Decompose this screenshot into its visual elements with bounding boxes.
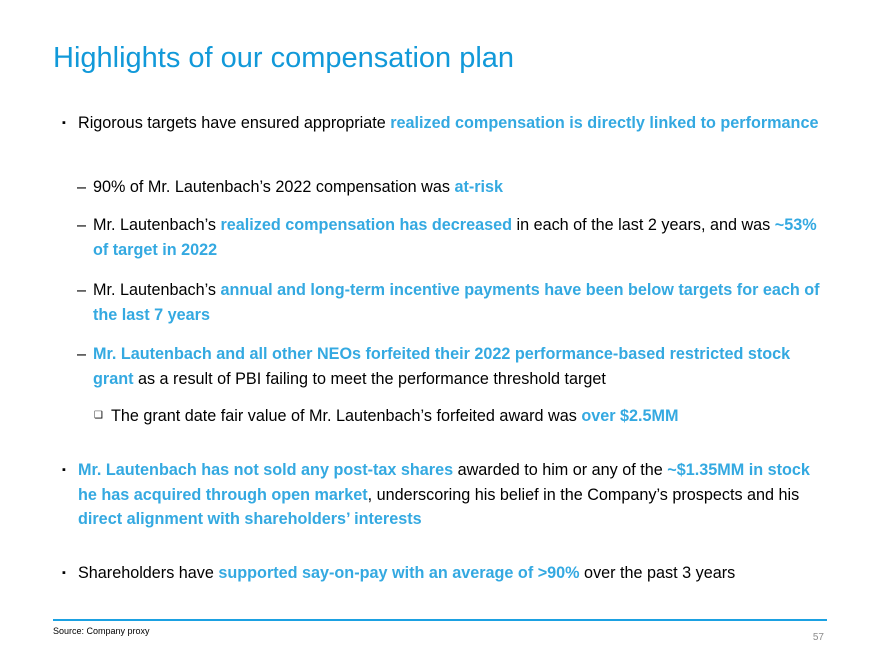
highlight-text: at-risk: [454, 178, 504, 196]
slide-title: Highlights of our compensation plan: [53, 42, 515, 74]
text-run: 90% of Mr. Lautenbach’s 2022 compensation was: [93, 178, 455, 196]
bullet-say-on-pay: [62, 561, 822, 586]
square-bullet-icon: ▪: [62, 464, 66, 476]
text-run: Mr. Lautenbach’s: [93, 281, 221, 299]
bullet-no-shares-sold: [62, 458, 822, 532]
text-run: The grant date fair value of Mr. Lautenbach’s forfeited award was: [111, 407, 582, 425]
footer-divider: [53, 619, 827, 621]
dash-marker: –: [77, 178, 87, 196]
dash-marker: –: [77, 216, 87, 234]
square-bullet-icon: ▪: [62, 567, 66, 579]
text-run: Mr. Lautenbach’s: [93, 216, 221, 234]
bullet-text: [78, 111, 822, 136]
text-run: , underscoring his belief in the Company’s prospects and his: [367, 485, 800, 504]
bullet-rigorous-targets: [62, 111, 822, 136]
text-run: Rigorous targets have ensured appropriate: [78, 114, 391, 132]
checkbox-bullet-icon: ❑: [94, 410, 103, 421]
text-run: in each of the last 2 years, and was: [511, 216, 775, 234]
source-note: Source: Company proxy: [53, 626, 150, 636]
square-bullet-icon: ▪: [62, 117, 66, 129]
highlight-text: annual and long-term incentive payments have been below targets for each of the last 7 years: [93, 281, 820, 324]
highlight-text: direct alignment with shareholders’ interests: [78, 510, 422, 528]
text-run: Shareholders have: [78, 564, 219, 582]
highlight-text: realized compensation has decreased: [220, 216, 512, 234]
text-run: awarded to him or any of the: [453, 461, 668, 479]
bullet-text: [78, 561, 822, 586]
highlight-text: over $2.5MM: [581, 407, 679, 425]
sub-bullet-text: [93, 278, 822, 327]
dash-marker: –: [77, 281, 87, 299]
bullet-text: [78, 458, 822, 532]
highlight-text: realized compensation is directly linked to performance: [390, 114, 819, 132]
dash-marker: –: [77, 345, 87, 363]
highlight-text: supported say-on-pay with an average of >90%: [218, 564, 580, 582]
sub-bullet-text: [93, 213, 822, 262]
page-number: 57: [812, 632, 824, 643]
highlight-text: Mr. Lautenbach and all other NEOs forfeited their 2022 performance-based restricted stock grant: [93, 345, 791, 388]
sub-bullet-text: [93, 175, 822, 200]
sub-sub-bullet-text: [111, 404, 822, 429]
highlight-text: ~53% of target in 2022: [93, 216, 817, 259]
sub-bullet-forfeited-grant: [77, 342, 822, 391]
sub-bullet-at-risk: [77, 175, 822, 200]
highlight-text: Mr. Lautenbach has not sold any post-tax shares: [78, 461, 454, 479]
highlight-text: ~$1.35MM in stock he has acquired through open market: [78, 461, 810, 504]
sub-bullet-text: [93, 342, 822, 391]
sub-bullet-incentive-payments: [77, 278, 822, 327]
sub-bullet-realized-compensation: [77, 213, 822, 262]
text-run: over the past 3 years: [579, 564, 736, 582]
text-run: as a result of PBI failing to meet the performance threshold target: [133, 369, 606, 388]
sub-sub-bullet-grant-value: [94, 404, 822, 429]
